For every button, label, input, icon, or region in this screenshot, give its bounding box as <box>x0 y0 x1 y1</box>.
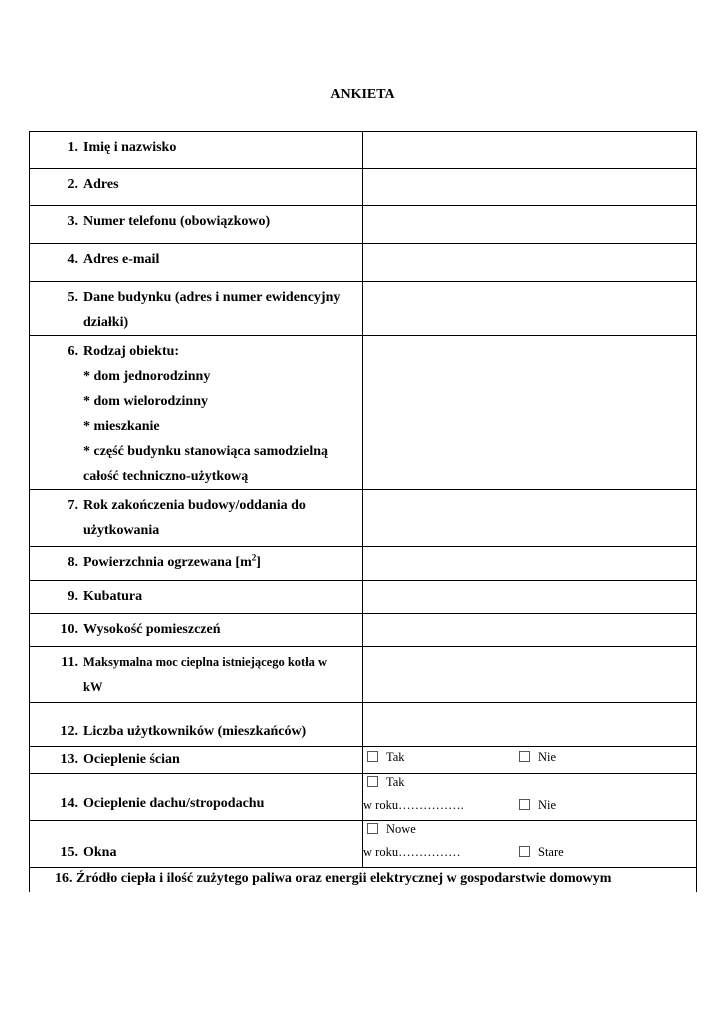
table-row <box>30 132 697 169</box>
option-text: całość techniczno-użytkową <box>83 469 249 484</box>
answer-field-boiler-power[interactable] <box>363 647 697 703</box>
answer-cell <box>363 774 697 821</box>
question-label: 12. Liczba użytkowników (mieszkańców) <box>30 703 363 747</box>
answer-field-height[interactable] <box>363 614 697 647</box>
option-text: * dom jednorodzinny <box>83 369 211 384</box>
checkbox-nowe[interactable]: Nowe <box>367 822 416 837</box>
question-label: 1. Imię i nazwisko <box>30 132 363 169</box>
answer-field-email[interactable] <box>363 244 697 282</box>
answer-field-address[interactable] <box>363 169 697 206</box>
table-row <box>30 868 697 892</box>
checkbox-stare[interactable]: Stare <box>519 845 564 860</box>
checkbox-icon[interactable] <box>367 823 378 834</box>
question-label: 16. Źródło ciepła i ilość zużytego paliwa oraz energii elektrycznej w gospodarstwie domowym <box>30 868 697 892</box>
table-row <box>30 169 697 206</box>
table-row <box>30 614 697 647</box>
table-row <box>30 206 697 244</box>
checkbox-icon[interactable] <box>519 846 530 857</box>
answer-field-volume[interactable] <box>363 581 697 614</box>
checkbox-nie[interactable]: Nie <box>519 750 556 765</box>
table-row <box>30 747 697 774</box>
year-field[interactable]: w roku…………… <box>363 845 461 859</box>
option-text: * część budynku stanowiąca samodzielną <box>83 444 329 459</box>
question-label: 2. Adres <box>30 169 363 206</box>
question-label: 15. Okna <box>30 821 363 868</box>
table-row <box>30 581 697 614</box>
survey-table <box>29 131 697 892</box>
option-text: * dom wielorodzinny <box>83 394 208 409</box>
table-row <box>30 244 697 282</box>
table-row <box>30 821 697 868</box>
checkbox-nie[interactable]: Nie <box>519 798 556 813</box>
answer-field-phone[interactable] <box>363 206 697 244</box>
checkbox-tak[interactable]: Tak <box>367 750 405 765</box>
table-row <box>30 547 697 581</box>
year-field[interactable]: w roku……………. <box>363 798 464 812</box>
question-label: 7. Rok zakończenia budowy/oddania do użytkowania <box>30 490 363 547</box>
checkbox-icon[interactable] <box>367 751 378 762</box>
checkbox-icon[interactable] <box>367 776 378 787</box>
table-row <box>30 336 697 490</box>
table-row <box>30 490 697 547</box>
answer-field-users[interactable] <box>363 703 697 747</box>
table-row <box>30 774 697 821</box>
checkbox-icon[interactable] <box>519 751 530 762</box>
answer-field-area[interactable] <box>363 547 697 581</box>
form-title: ANKIETA <box>330 87 395 102</box>
question-label: 10. Wysokość pomieszczeń <box>30 614 363 647</box>
question-label: 6. Rodzaj obiektu: * dom jednorodzinny * dom wielorodzinny * mieszkanie * część budynku stanowiąca samodzielną całość techniczno-użytkową <box>30 336 363 490</box>
table-row <box>30 282 697 336</box>
question-label: 4. Adres e-mail <box>30 244 363 282</box>
checkbox-icon[interactable] <box>519 799 530 810</box>
question-label: 11. Maksymalna moc cieplna istniejącego kotła w kW <box>30 647 363 703</box>
option-text: * mieszkanie <box>83 419 160 434</box>
checkbox-tak[interactable]: Tak <box>367 775 405 790</box>
answer-cell <box>363 821 697 868</box>
question-label: 9. Kubatura <box>30 581 363 614</box>
question-label: 5. Dane budynku (adres i numer ewidencyjny działki) <box>30 282 363 336</box>
answer-cell <box>363 747 697 774</box>
answer-field-name[interactable] <box>363 132 697 169</box>
question-label: 8. Powierzchnia ogrzewana $[m^2]$ <box>30 547 363 581</box>
question-label: 13. Ocieplenie ścian <box>30 747 363 774</box>
answer-field-building[interactable] <box>363 282 697 336</box>
table-row <box>30 647 697 703</box>
answer-field-object-type[interactable] <box>363 336 697 490</box>
table-row <box>30 703 697 747</box>
question-label: 14. Ocieplenie dachu/stropodachu <box>30 774 363 821</box>
answer-field-year[interactable] <box>363 490 697 547</box>
question-label: 3. Numer telefonu (obowiązkowo) <box>30 206 363 244</box>
